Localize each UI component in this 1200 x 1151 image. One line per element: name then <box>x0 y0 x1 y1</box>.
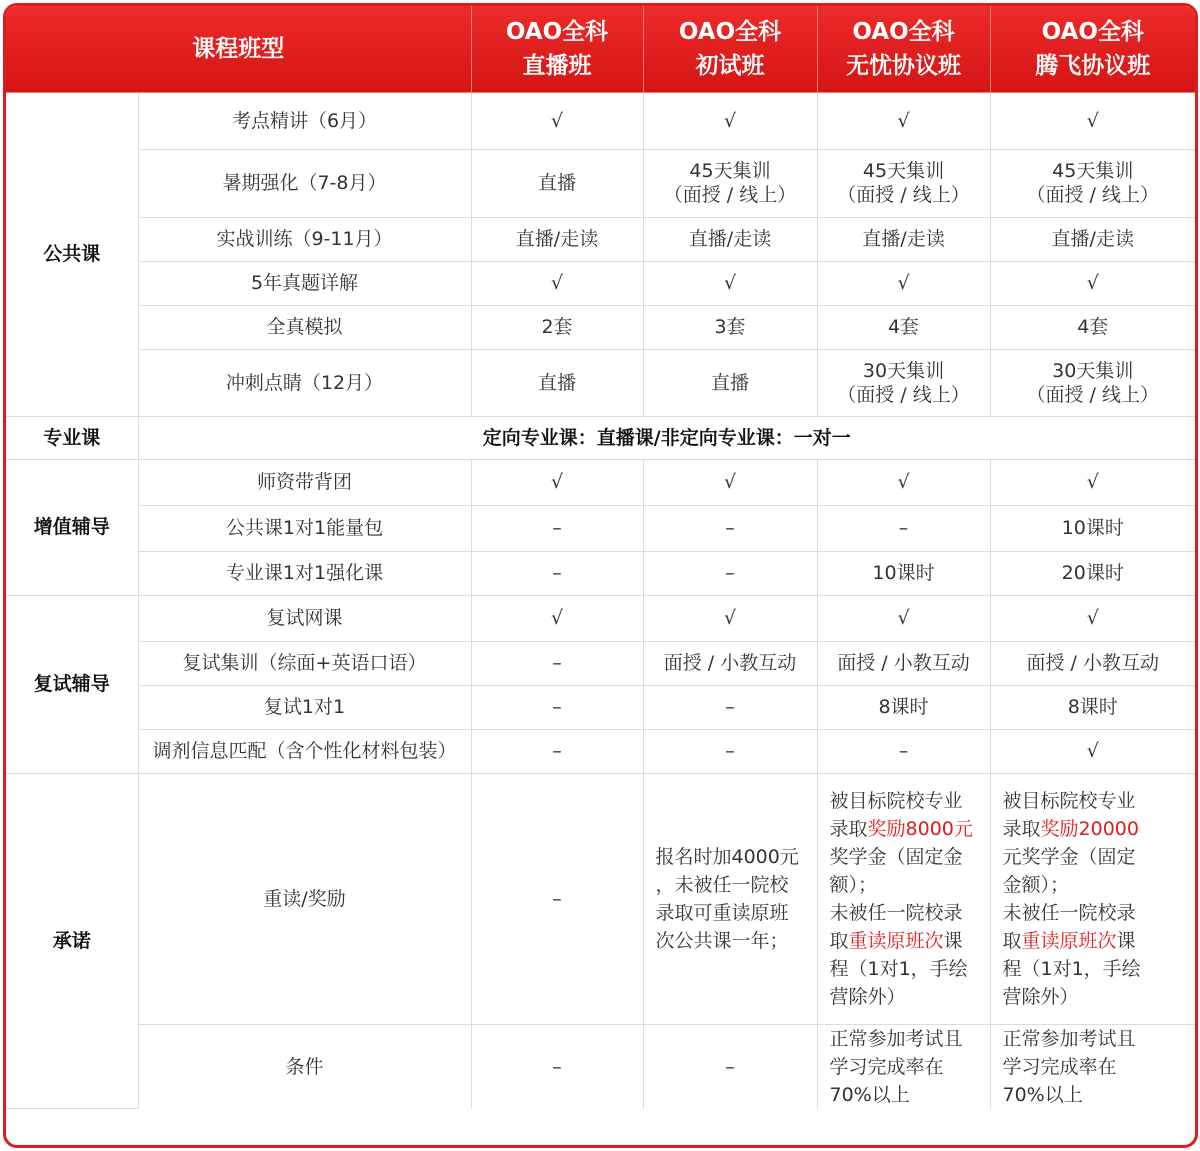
cell: 45天集训 （面授 / 线上） <box>643 149 817 217</box>
cell-worry-free-reward: 被目标院校专业 录取奖励8000元 奖学金（固定金 额）； 未被任一院校录 取重读原班次课 程（1对1，手绘 营除外） <box>817 773 990 1024</box>
table-row <box>6 773 1195 1024</box>
table-row <box>6 349 1195 416</box>
row-label: 重读/奖励 <box>138 773 471 1024</box>
header-plan-worry-free: OAO全科 无忧协议班 <box>817 6 990 92</box>
category-retest: 复试辅导 <box>6 595 138 773</box>
table-row <box>6 641 1195 685</box>
cell: – <box>643 1024 817 1109</box>
cell: √ <box>990 595 1195 641</box>
cell: 直播 <box>471 349 643 416</box>
table-row <box>6 416 1195 459</box>
cell: 面授 / 小教互动 <box>817 641 990 685</box>
row-label: 5年真题详解 <box>138 261 471 305</box>
cell: √ <box>990 459 1195 505</box>
table-row <box>6 459 1195 505</box>
cell: – <box>471 1024 643 1109</box>
cell: – <box>643 551 817 595</box>
row-label: 公共课1对1能量包 <box>138 505 471 551</box>
table-row <box>6 261 1195 305</box>
cell: √ <box>817 92 990 149</box>
cell: – <box>471 729 643 773</box>
row-label: 冲刺点睛（12月） <box>138 349 471 416</box>
cell: 20课时 <box>990 551 1195 595</box>
cell: √ <box>471 261 643 305</box>
cell: 45天集训 （面授 / 线上） <box>990 149 1195 217</box>
cell: 45天集训 （面授 / 线上） <box>817 149 990 217</box>
header-plan-initial: OAO全科 初试班 <box>643 6 817 92</box>
header-course-type: 课程班型 <box>6 6 471 92</box>
course-comparison-table <box>6 6 1195 1109</box>
row-label: 暑期强化（7-8月） <box>138 149 471 217</box>
cell: 2套 <box>471 305 643 349</box>
cell: – <box>471 685 643 729</box>
header-row <box>6 6 1195 92</box>
cell: 4套 <box>990 305 1195 349</box>
table-row <box>6 595 1195 641</box>
cell: 3套 <box>643 305 817 349</box>
row-label: 复试1对1 <box>138 685 471 729</box>
cell: 直播/走读 <box>990 217 1195 261</box>
cell: 8课时 <box>817 685 990 729</box>
cell: 10课时 <box>817 551 990 595</box>
cell: 10课时 <box>990 505 1195 551</box>
row-label: 复试集训（综面+英语口语） <box>138 641 471 685</box>
cell: – <box>471 773 643 1024</box>
cell: – <box>471 641 643 685</box>
table-row <box>6 685 1195 729</box>
cell: 4套 <box>817 305 990 349</box>
cell: 面授 / 小教互动 <box>990 641 1195 685</box>
cell: √ <box>643 595 817 641</box>
row-label: 实战训练（9-11月） <box>138 217 471 261</box>
cell-initial-reward: 报名时加4000元 ，未被任一院校 录取可重读原班 次公共课一年； <box>643 773 817 1024</box>
cell: √ <box>990 261 1195 305</box>
cell: 直播/走读 <box>643 217 817 261</box>
header-plan-soaring: OAO全科 腾飞协议班 <box>990 6 1195 92</box>
cell: 直播/走读 <box>817 217 990 261</box>
cell: 直播 <box>471 149 643 217</box>
cell: – <box>471 551 643 595</box>
row-label: 条件 <box>138 1024 471 1109</box>
cell-soaring-condition: 正常参加考试且 学习完成率在 70%以上 <box>990 1024 1195 1109</box>
header-plan-live: OAO全科 直播班 <box>471 6 643 92</box>
table-row <box>6 505 1195 551</box>
table-row <box>6 217 1195 261</box>
cell: 面授 / 小教互动 <box>643 641 817 685</box>
cell: 8课时 <box>990 685 1195 729</box>
course-comparison-frame <box>3 3 1198 1148</box>
cell: √ <box>817 459 990 505</box>
cell: 直播/走读 <box>471 217 643 261</box>
table-row <box>6 551 1195 595</box>
cell: √ <box>643 261 817 305</box>
row-label: 复试网课 <box>138 595 471 641</box>
category-public: 公共课 <box>6 92 138 416</box>
cell: √ <box>990 729 1195 773</box>
row-label: 专业课1对1强化课 <box>138 551 471 595</box>
cell: – <box>817 505 990 551</box>
cell: √ <box>817 595 990 641</box>
category-professional: 专业课 <box>6 416 138 459</box>
table-row <box>6 92 1195 149</box>
reward-highlight: 奖励8000元 <box>867 817 973 840</box>
cell: √ <box>817 261 990 305</box>
table-row <box>6 305 1195 349</box>
reward-highlight: 奖励20000 <box>1040 817 1139 840</box>
row-label: 考点精讲（6月） <box>138 92 471 149</box>
cell: – <box>471 505 643 551</box>
cell: 直播 <box>643 349 817 416</box>
retake-highlight: 重读原班次 <box>848 929 944 952</box>
cell: √ <box>471 459 643 505</box>
table-row <box>6 729 1195 773</box>
row-label: 调剂信息匹配（含个性化材料包装） <box>138 729 471 773</box>
cell: 30天集训 （面授 / 线上） <box>990 349 1195 416</box>
cell-worry-free-condition: 正常参加考试且 学习完成率在 70%以上 <box>817 1024 990 1109</box>
cell: √ <box>471 595 643 641</box>
cell: – <box>817 729 990 773</box>
row-label: 师资带背团 <box>138 459 471 505</box>
cell: – <box>643 729 817 773</box>
table-row <box>6 1024 1195 1109</box>
row-label: 全真模拟 <box>138 305 471 349</box>
table-row <box>6 149 1195 217</box>
cell: √ <box>643 459 817 505</box>
professional-course-note: 定向专业课：直播课/非定向专业课：一对一 <box>138 416 1195 459</box>
category-promise: 承诺 <box>6 773 138 1109</box>
category-value-added: 增值辅导 <box>6 459 138 595</box>
cell: 30天集训 （面授 / 线上） <box>817 349 990 416</box>
cell-soaring-reward: 被目标院校专业 录取奖励20000 元奖学金（固定 金额）； 未被任一院校录 取重读原班次课 程（1对1，手绘 营除外） <box>990 773 1195 1024</box>
cell: – <box>643 685 817 729</box>
cell: – <box>643 505 817 551</box>
cell: √ <box>990 92 1195 149</box>
retake-highlight: 重读原班次 <box>1021 929 1117 952</box>
cell: √ <box>643 92 817 149</box>
cell: √ <box>471 92 643 149</box>
